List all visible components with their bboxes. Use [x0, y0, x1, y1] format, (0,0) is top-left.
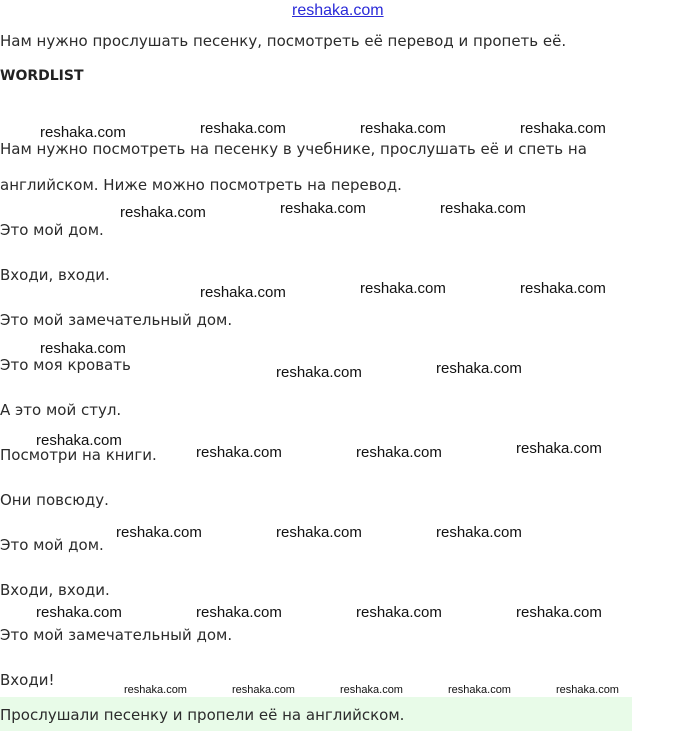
watermark: reshaka.com [196, 444, 282, 461]
watermark: reshaka.com [440, 200, 526, 217]
intro-text: Нам нужно прослушать песенку, посмотреть её перевод и пропеть её. [0, 32, 567, 50]
watermark: reshaka.com [448, 684, 511, 696]
watermark: reshaka.com [516, 604, 602, 621]
watermark: reshaka.com [360, 120, 446, 137]
watermark: reshaka.com [196, 604, 282, 621]
watermark: reshaka.com [276, 524, 362, 541]
watermark: reshaka.com [200, 284, 286, 301]
watermark: reshaka.com [436, 360, 522, 377]
instruction-line-2: английском. Ниже можно посмотреть на перевод. [0, 176, 402, 194]
answer-text: Прослушали песенку и пропели её на английском. [0, 706, 405, 724]
watermark: reshaka.com [436, 524, 522, 541]
song-line: Посмотри на книги. [0, 446, 157, 464]
watermark: reshaka.com [556, 684, 619, 696]
watermark: reshaka.com [360, 280, 446, 297]
instruction-line-1: Нам нужно посмотреть на песенку в учебнике, прослушать её и спеть на [0, 140, 587, 158]
watermark: reshaka.com [232, 684, 295, 696]
watermark: reshaka.com [36, 604, 122, 621]
song-line: Это мой замечательный дом. [0, 311, 233, 329]
watermark: reshaka.com [276, 364, 362, 381]
song-line: Это мой дом. [0, 221, 104, 239]
answer-box [0, 697, 632, 731]
song-line: Входи, входи. [0, 266, 110, 284]
watermark: reshaka.com [116, 524, 202, 541]
song-line: Это мой замечательный дом. [0, 626, 233, 644]
watermark: reshaka.com [36, 432, 122, 449]
watermark: reshaka.com [200, 120, 286, 137]
watermark: reshaka.com [124, 684, 187, 696]
watermark: reshaka.com [340, 684, 403, 696]
watermark: reshaka.com [520, 120, 606, 137]
song-line: Это мой дом. [0, 536, 104, 554]
watermark: reshaka.com [356, 604, 442, 621]
section-heading: WORDLIST [0, 68, 84, 84]
watermark: reshaka.com [520, 280, 606, 297]
watermark: reshaka.com [120, 204, 206, 221]
watermark: reshaka.com [40, 124, 126, 141]
song-line: Входи, входи. [0, 581, 110, 599]
watermark: reshaka.com [280, 200, 366, 217]
watermark: reshaka.com [40, 340, 126, 357]
song-line: Входи! [0, 671, 55, 689]
song-line: Это моя кровать [0, 356, 131, 374]
song-line: А это мой стул. [0, 401, 122, 419]
song-line: Они повсюду. [0, 491, 109, 509]
watermark: reshaka.com [516, 440, 602, 457]
site-link[interactable]: reshaka.com [292, 2, 384, 19]
watermark: reshaka.com [356, 444, 442, 461]
